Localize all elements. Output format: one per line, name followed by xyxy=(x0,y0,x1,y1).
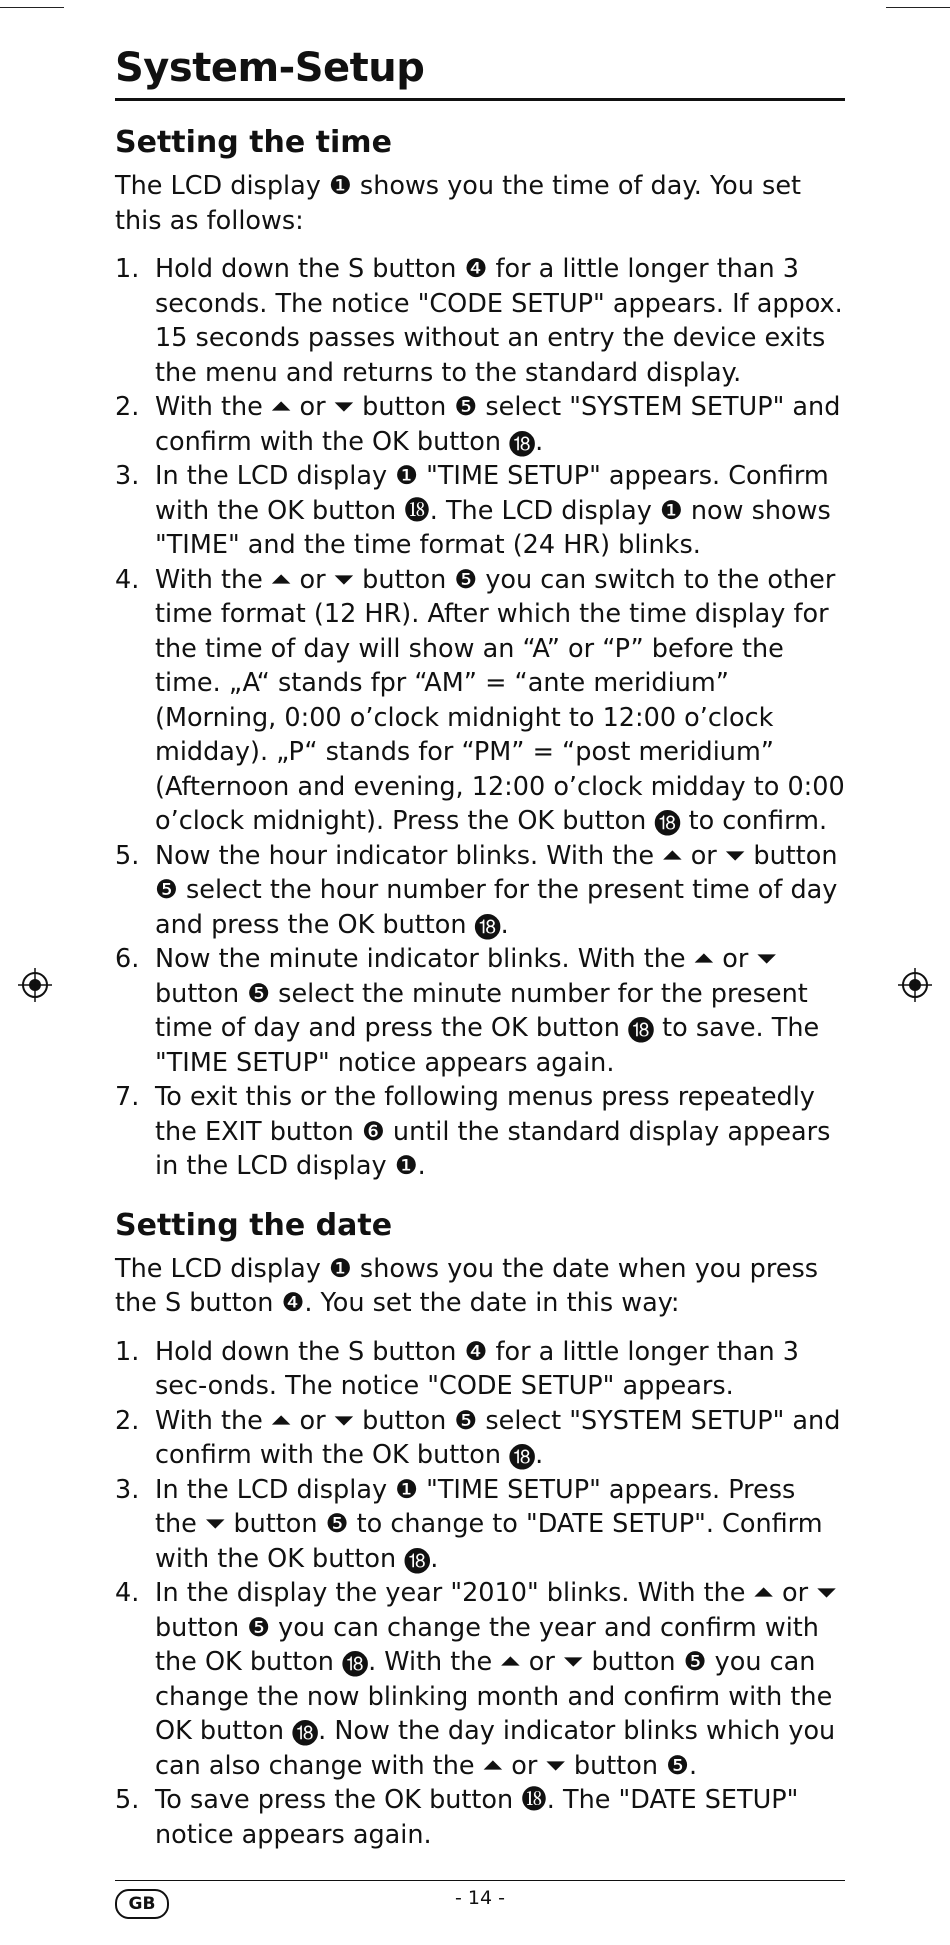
registration-mark-icon xyxy=(898,968,932,1002)
step-text: In the display the year "2010" blinks. With the ⏶ or ⏷ button ❺ you can change the year and confirm with the OK button ⓲. With the ⏶ or ⏷ button ❺ you can change the now blinking month and confirm with the OK button ⓲. Now the day indicator blinks which you can also change with the ⏶ or ⏷ button ❺. xyxy=(155,1578,837,1781)
list-item xyxy=(115,942,845,1080)
list-item xyxy=(115,563,845,839)
list-item xyxy=(115,459,845,563)
step-text: In the LCD display ❶ "TIME SETUP" appears. Press the ⏷ button ❺ to change to "DATE SETUP". Confirm with the OK button ⓲. xyxy=(155,1474,823,1574)
crop-mark-right xyxy=(886,7,950,8)
step-text: With the ⏶ or ⏷ button ❺ you can switch to the other time format (12 HR). After which the time display for the time of day will show an “A” or “P” before the time. „A“ stands fpr “AM” = “ante meridium” (Morning, 0:00 o’clock midnight to 12:00 o’clock midday). „P“ stands for “PM” = “post meridium” (Afternoon and evening, 12:00 o’clock midday to 0:00 o’clock midnight). Press the OK button ⓲ to confirm. xyxy=(155,564,845,836)
page-number: - 14 - xyxy=(455,1887,505,1909)
step-number: 5. xyxy=(115,840,140,871)
page-title: System-Setup xyxy=(115,44,845,101)
section-setting-time xyxy=(115,125,845,1184)
section-intro: The LCD display ❶ shows you the date when you press the S button ❹. You set the date in this way: xyxy=(115,1253,819,1318)
section-setting-date xyxy=(115,1208,845,1853)
registration-mark-icon xyxy=(18,968,52,1002)
step-text: Hold down the S button ❹ for a little longer than 3 sec-onds. The notice "CODE SETUP" appears. xyxy=(155,1336,800,1401)
steps-list xyxy=(115,252,845,1184)
step-text: In the LCD display ❶ "TIME SETUP" appears. Confirm with the OK button ⓲. The LCD display ❶ now shows "TIME" and the time format (24 HR) blinks. xyxy=(155,461,831,560)
step-text: To save press the OK button ⓲. The "DATE SETUP" notice appears again. xyxy=(155,1785,799,1850)
list-item xyxy=(115,252,845,390)
step-number: 5. xyxy=(115,1785,140,1815)
list-item xyxy=(115,839,845,943)
section-heading: Setting the date xyxy=(115,1207,393,1243)
list-item xyxy=(115,1473,845,1577)
manual-page xyxy=(115,44,845,1852)
list-item xyxy=(115,390,845,459)
list-item xyxy=(115,1404,845,1473)
country-badge: GB xyxy=(115,1889,169,1919)
step-number: 3. xyxy=(115,1474,140,1505)
step-text: Hold down the S button ❹ for a little longer than 3 seconds. The notice "CODE SETUP" appears. If appox. 15 seconds passes without an entry the device exits the menu and returns to the standard display. xyxy=(155,254,843,388)
step-number: 2. xyxy=(115,392,140,422)
step-number: 4. xyxy=(115,564,140,595)
step-text: With the ⏶ or ⏷ button ❺ select "SYSTEM SETUP" and confirm with the OK button ⓲. xyxy=(155,392,841,457)
step-number: 6. xyxy=(115,944,140,974)
steps-list xyxy=(115,1335,845,1853)
crop-mark-left xyxy=(0,7,64,8)
step-text: Now the minute indicator blinks. With the ⏶ or ⏷ button ❺ select the minute number for the present time of day and press the OK button ⓲ to save. The "TIME SETUP" notice appears again. xyxy=(155,944,820,1078)
list-item xyxy=(115,1335,845,1404)
step-text: Now the hour indicator blinks. With the ⏶ or ⏷ button ❺ select the hour number for the present time of day and press the OK button ⓲. xyxy=(155,840,838,940)
step-text: To exit this or the following menus press repeatedly the EXIT button ❻ until the standard display appears in the LCD display ❶. xyxy=(155,1082,831,1181)
step-number: 2. xyxy=(115,1405,140,1436)
list-item xyxy=(115,1783,845,1852)
list-item xyxy=(115,1080,845,1184)
list-item xyxy=(115,1576,845,1783)
step-number: 1. xyxy=(115,254,140,284)
step-number: 1. xyxy=(115,1336,140,1367)
step-number: 3. xyxy=(115,461,140,491)
step-number: 4. xyxy=(115,1578,140,1608)
section-intro: The LCD display ❶ shows you the time of day. You set this as follows: xyxy=(115,171,802,236)
section-heading: Setting the time xyxy=(115,125,392,160)
step-number: 7. xyxy=(115,1082,140,1112)
page-footer xyxy=(115,1880,845,1921)
step-text: With the ⏶ or ⏷ button ❺ select "SYSTEM SETUP" and confirm with the OK button ⓲. xyxy=(155,1405,841,1470)
